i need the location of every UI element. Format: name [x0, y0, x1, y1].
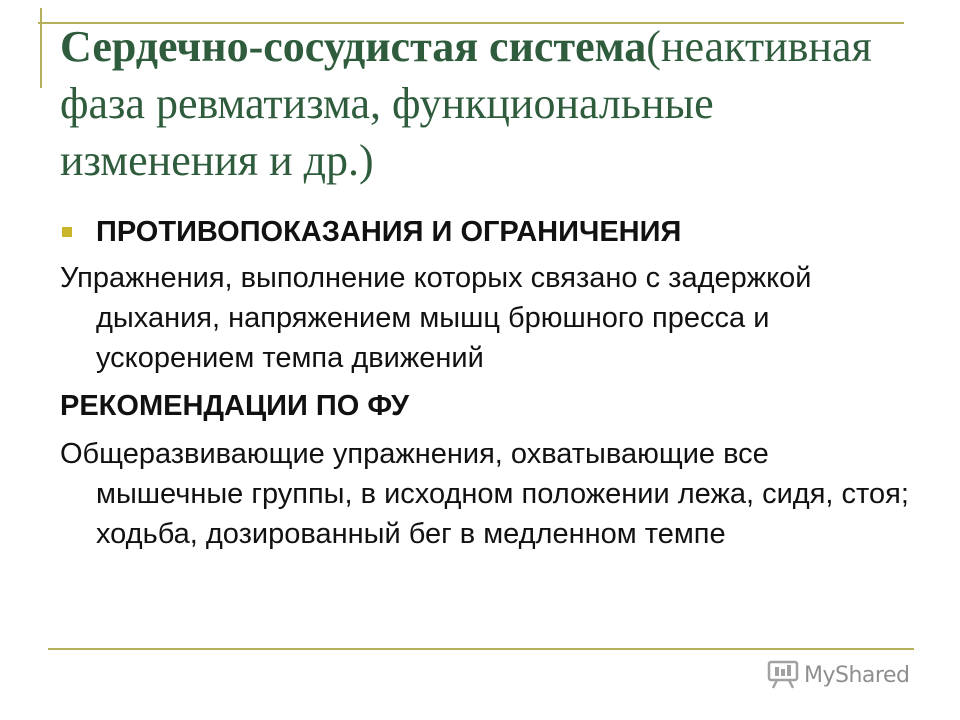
title-bold-part: Сердечно-сосудистая система	[60, 22, 647, 71]
recommendations-heading: РЕКОМЕНДАЦИИ ПО ФУ	[60, 390, 410, 422]
frame-bottom-line	[48, 648, 914, 650]
slide-content	[60, 212, 920, 562]
watermark	[766, 656, 909, 694]
presentation-board-icon	[766, 660, 800, 690]
recommendations-text: Общеразвивающие упражнения, охватывающие все мышечные группы, в исходном положении лежа, сидя, стоя; ходьба, дозированный бег в медленном темпе	[60, 438, 909, 550]
contraindications-heading: ПРОТИВОПОКАЗАНИЯ И ОГРАНИЧЕНИЯ	[96, 216, 682, 248]
frame-left-line	[40, 8, 42, 88]
square-bullet-icon	[62, 227, 72, 237]
watermark-text: MyShared	[804, 662, 910, 688]
slide-title	[60, 18, 910, 189]
contraindications-text: Упражнения, выполнение которых связано с задержкой дыхания, напряжением мышц брюшного пресса и ускорением темпа движений	[60, 262, 812, 374]
bullet-item	[60, 212, 920, 252]
title-normal-part: (неактивная фаза ревматизма, функциональные изменения и др.)	[60, 22, 872, 185]
